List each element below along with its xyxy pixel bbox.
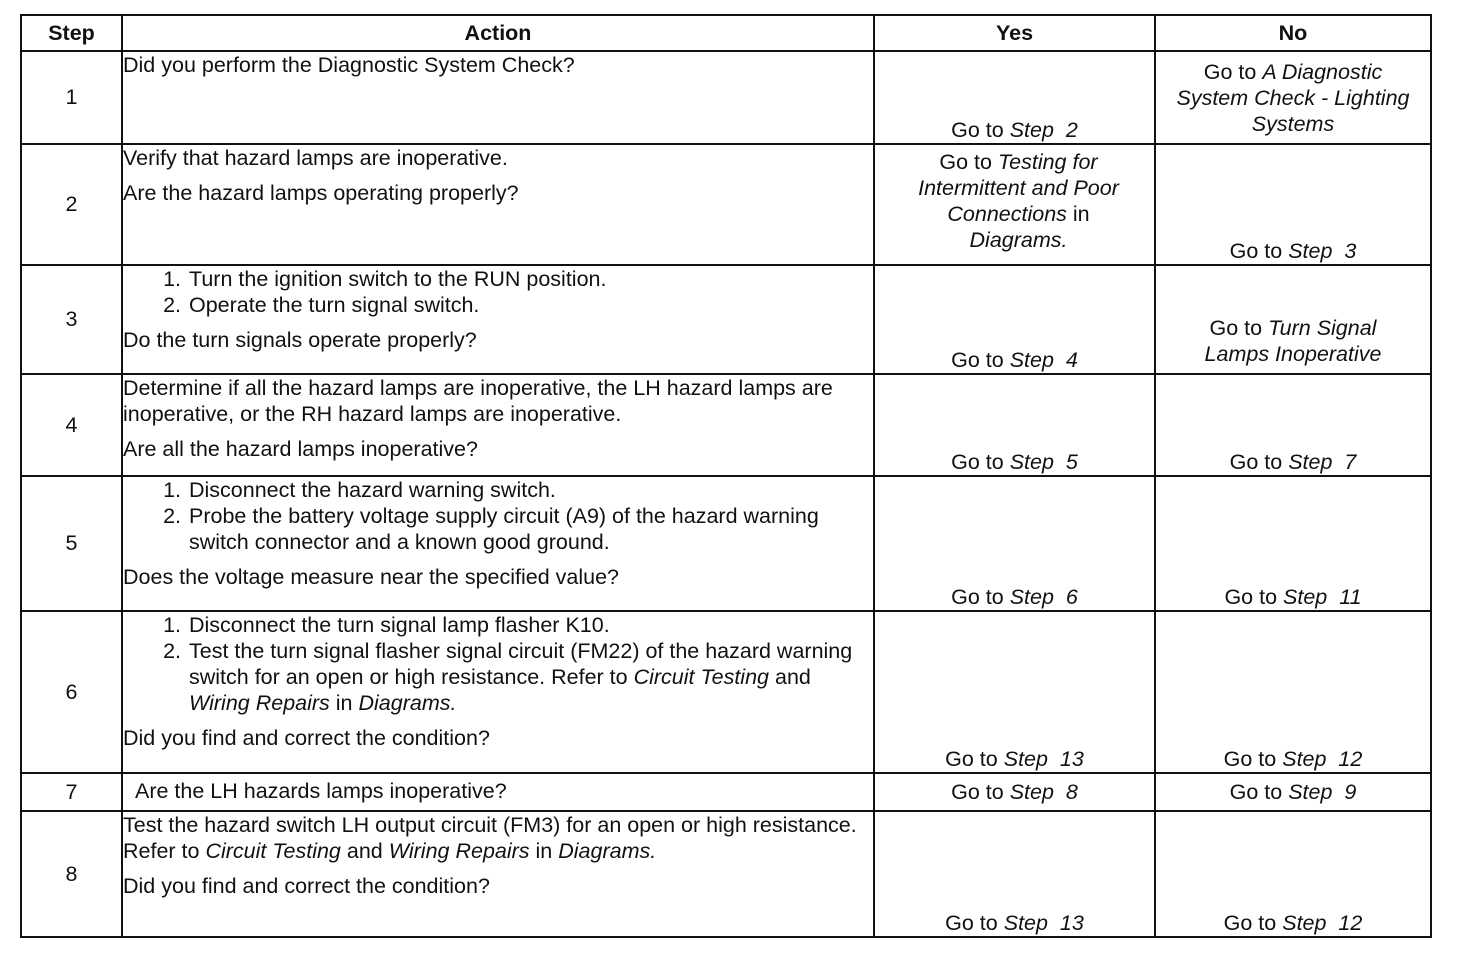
action-cell (122, 476, 874, 611)
wiring-repairs-link[interactable]: Wiring Repairs (189, 691, 330, 715)
step-number: 1 (21, 51, 122, 144)
step-number: 6 (21, 611, 122, 773)
table-row (21, 265, 1431, 374)
action-question: Are the LH hazards lamps inoperative? (135, 779, 507, 803)
table-header-row (21, 15, 1431, 51)
step-number: 8 (21, 811, 122, 937)
table-row (21, 144, 1431, 265)
yes-reference-link[interactable]: Testing for Intermittent and Poor Connections (918, 150, 1119, 226)
action-question: Are the hazard lamps operating properly? (123, 181, 519, 205)
action-question: Did you find and correct the condition? (123, 726, 490, 750)
no-cell: Go to Step 12 (1155, 811, 1431, 937)
circuit-testing-link[interactable]: Circuit Testing (633, 665, 770, 689)
action-text: Test the hazard switch LH output circuit (FM3) for an open or high resistance. Refer to Circuit Testing and Wiring Repairs in Diagrams. (123, 813, 857, 863)
no-step-link[interactable]: 7 (1344, 450, 1357, 474)
table-row (21, 773, 1431, 811)
yes-step-link[interactable]: 8 (1065, 780, 1078, 804)
yes-cell: Go to Step 6 (874, 476, 1155, 611)
action-cell (122, 374, 874, 476)
yes-cell: Go to Step 13 (874, 811, 1155, 937)
step-number: 5 (21, 476, 122, 611)
table-row (21, 611, 1431, 773)
yes-cell: Go to Step 5 (874, 374, 1155, 476)
list-item: 1. Turn the ignition switch to the RUN position. (163, 267, 607, 291)
no-cell: Go to Step 7 (1155, 374, 1431, 476)
action-cell (122, 265, 874, 374)
yes-cell: Go to Testing for Intermittent and Poor Connections in Diagrams. (874, 144, 1155, 265)
yes-step-link[interactable]: 13 (1059, 747, 1084, 771)
yes-cell: Go to Step 2 (874, 51, 1155, 144)
step-number: 3 (21, 265, 122, 374)
step-number: 2 (21, 144, 122, 265)
action-question: Did you find and correct the condition? (123, 874, 490, 898)
list-item: 2. Test the turn signal flasher signal circuit (FM22) of the hazard warning switch for an open or high resistance. Refer to Circuit Testing and Wiring Repairs in Diagrams. (163, 639, 853, 715)
header-action: Action (122, 15, 874, 51)
header-yes: Yes (874, 15, 1155, 51)
action-question: Are all the hazard lamps inoperative? (123, 437, 478, 461)
diagrams-link[interactable]: Diagrams. (969, 228, 1068, 252)
action-question: Does the voltage measure near the specified value? (123, 565, 620, 589)
no-step-link[interactable]: 11 (1339, 585, 1362, 609)
diagnostic-table (20, 14, 1432, 938)
yes-step-link[interactable]: 5 (1065, 450, 1078, 474)
no-reference-link[interactable]: Turn Signal Lamps Inoperative (1204, 316, 1382, 366)
no-step-link[interactable]: 12 (1338, 747, 1363, 771)
list-item: 2. Operate the turn signal switch. (163, 293, 480, 317)
diagrams-link[interactable]: Diagrams. (358, 691, 457, 715)
table-row (21, 811, 1431, 937)
step-number: 4 (21, 374, 122, 476)
yes-cell: Go to Step 13 (874, 611, 1155, 773)
table-row (21, 51, 1431, 144)
action-question: Do the turn signals operate properly? (123, 328, 477, 352)
list-item: 1. Disconnect the turn signal lamp flasher K10. (163, 613, 610, 637)
action-cell (122, 811, 874, 937)
action-cell (122, 51, 874, 144)
action-cell (122, 144, 874, 265)
diagrams-link[interactable]: Diagrams. (558, 839, 657, 863)
action-question: Did you perform the Diagnostic System Check? (123, 53, 575, 77)
no-cell: Go to A Diagnostic System Check - Lighting Systems (1155, 51, 1431, 144)
no-cell: Go to Step 3 (1155, 144, 1431, 265)
list-item: 1. Disconnect the hazard warning switch. (163, 478, 556, 502)
table-row (21, 374, 1431, 476)
no-cell: Go to Step 11 (1155, 476, 1431, 611)
action-text: Verify that hazard lamps are inoperative. (123, 146, 508, 170)
no-cell: Go to Step 9 (1155, 773, 1431, 811)
step-number: 7 (21, 773, 122, 811)
yes-step-link[interactable]: 4 (1065, 348, 1078, 372)
yes-cell: Go to Step 4 (874, 265, 1155, 374)
header-step: Step (21, 15, 122, 51)
no-cell: Go to Turn Signal Lamps Inoperative (1155, 265, 1431, 374)
header-no: No (1155, 15, 1431, 51)
yes-step-link[interactable]: 6 (1065, 585, 1078, 609)
no-step-link[interactable]: 3 (1344, 239, 1357, 263)
yes-cell: Go to Step 8 (874, 773, 1155, 811)
no-step-link[interactable]: 12 (1338, 911, 1363, 935)
no-step-link[interactable]: 9 (1344, 780, 1357, 804)
table-row (21, 476, 1431, 611)
action-cell (122, 611, 874, 773)
wiring-repairs-link[interactable]: Wiring Repairs (388, 839, 530, 863)
no-cell: Go to Step 12 (1155, 611, 1431, 773)
yes-step-link[interactable]: 13 (1059, 911, 1084, 935)
action-text: Determine if all the hazard lamps are inoperative, the LH hazard lamps are inoperative, or the RH hazard lamps are inoperative. (123, 376, 833, 426)
no-reference-link[interactable]: A Diagnostic System Check - Lighting Systems (1176, 59, 1410, 136)
action-cell (122, 773, 874, 811)
yes-step-link[interactable]: 2 (1065, 118, 1078, 142)
circuit-testing-link[interactable]: Circuit Testing (205, 839, 341, 863)
list-item: 2. Probe the battery voltage supply circuit (A9) of the hazard warning switch connector and a known good ground. (163, 504, 819, 554)
